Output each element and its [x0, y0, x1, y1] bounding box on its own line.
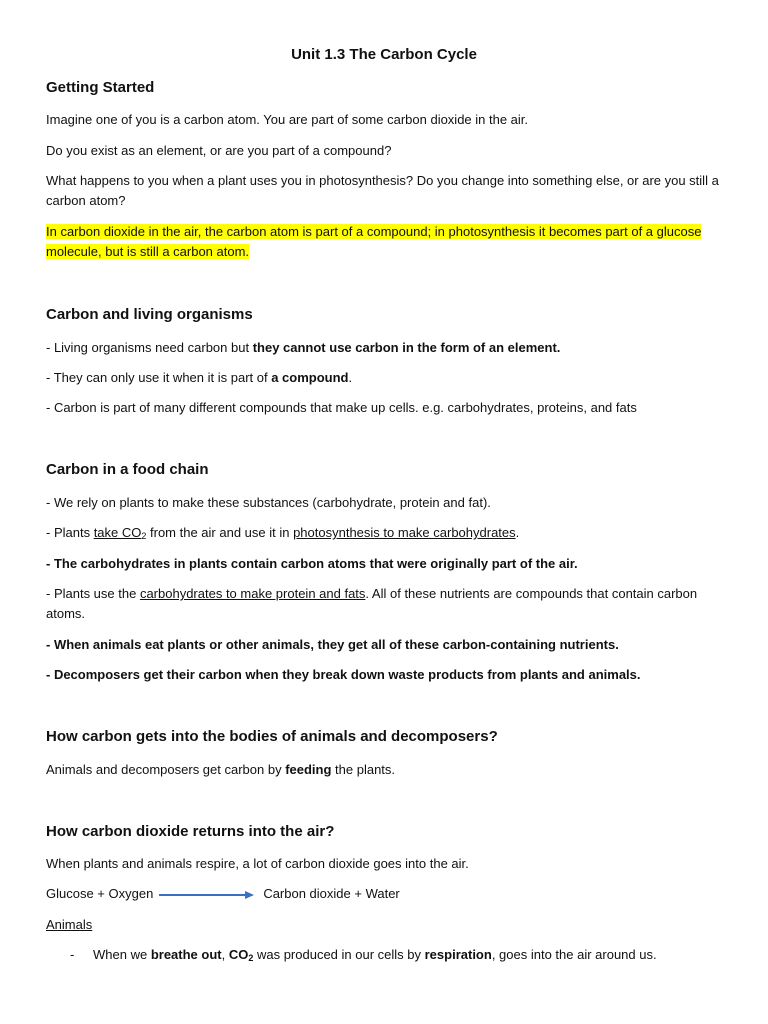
document-title: Unit 1.3 The Carbon Cycle — [291, 46, 477, 63]
food-chain-line-5: - When animals eat plants or other animals, they get all of these carbon-containing nutrients. — [46, 637, 619, 652]
list-dash: - — [70, 947, 75, 962]
heading-living-organisms: Carbon and living organisms — [46, 306, 253, 323]
heading-getting-started: Getting Started — [46, 79, 155, 96]
food-chain-line-3: - The carbohydrates in plants contain carbon atoms that were originally part of the air. — [46, 556, 578, 571]
food-chain-line-2: - Plants take $CO_2$ from the air and use it in photosynthesis to make carbohydrates. — [46, 525, 520, 541]
living-line-1: - Living organisms need carbon but they cannot use carbon in the form of an element. — [46, 340, 561, 355]
returns-paragraph: When plants and animals respire, a lot of carbon dioxide goes into the air. — [46, 856, 469, 871]
highlighted-answer — [46, 222, 726, 262]
animals-subheading: Animals — [46, 917, 93, 932]
paragraph-imagine: Imagine one of you is a carbon atom. You are part of some carbon dioxide in the air. — [46, 112, 529, 127]
animals-list-item: - When we breathe out, $CO_2$ was produced in our cells by respiration, goes into the air around us. — [70, 947, 657, 963]
equation-products: Carbon dioxide + Water — [263, 886, 400, 901]
answer-highlight: In carbon dioxide in the air, the carbon atom is part of a compound; in photosynthesis it becomes part of a glucose molecule, but is still a carbon atom. — [46, 224, 702, 259]
heading-bodies: How carbon gets into the bodies of animals and decomposers? — [46, 728, 498, 745]
respiration-equation — [46, 884, 726, 904]
food-chain-line-6: - Decomposers get their carbon when they break down waste products from plants and animals. — [46, 667, 641, 682]
arrow-right-icon — [159, 890, 255, 900]
paragraph-photosynthesis-question: What happens to you when a plant uses you in photosynthesis? Do you change into something else, or are you still a carbon atom? — [46, 173, 719, 208]
living-line-2: - They can only use it when it is part of a compound. — [46, 370, 353, 385]
living-line-3: - Carbon is part of many different compounds that make up cells. e.g. carbohydrates, proteins, and fats — [46, 400, 637, 415]
paragraph-element-question: Do you exist as an element, or are you part of a compound? — [46, 143, 392, 158]
food-chain-line-1: - We rely on plants to make these substances (carbohydrate, protein and fat). — [46, 495, 491, 510]
heading-food-chain: Carbon in a food chain — [46, 461, 209, 478]
equation-reactants: Glucose + Oxygen — [46, 886, 154, 901]
heading-returns: How carbon dioxide returns into the air? — [46, 823, 335, 840]
food-chain-line-4: - Plants use the carbohydrates to make protein and fats. All of these nutrients are compounds that contain carbon atoms. — [46, 586, 698, 621]
bodies-paragraph: Animals and decomposers get carbon by feeding the plants. — [46, 762, 396, 777]
